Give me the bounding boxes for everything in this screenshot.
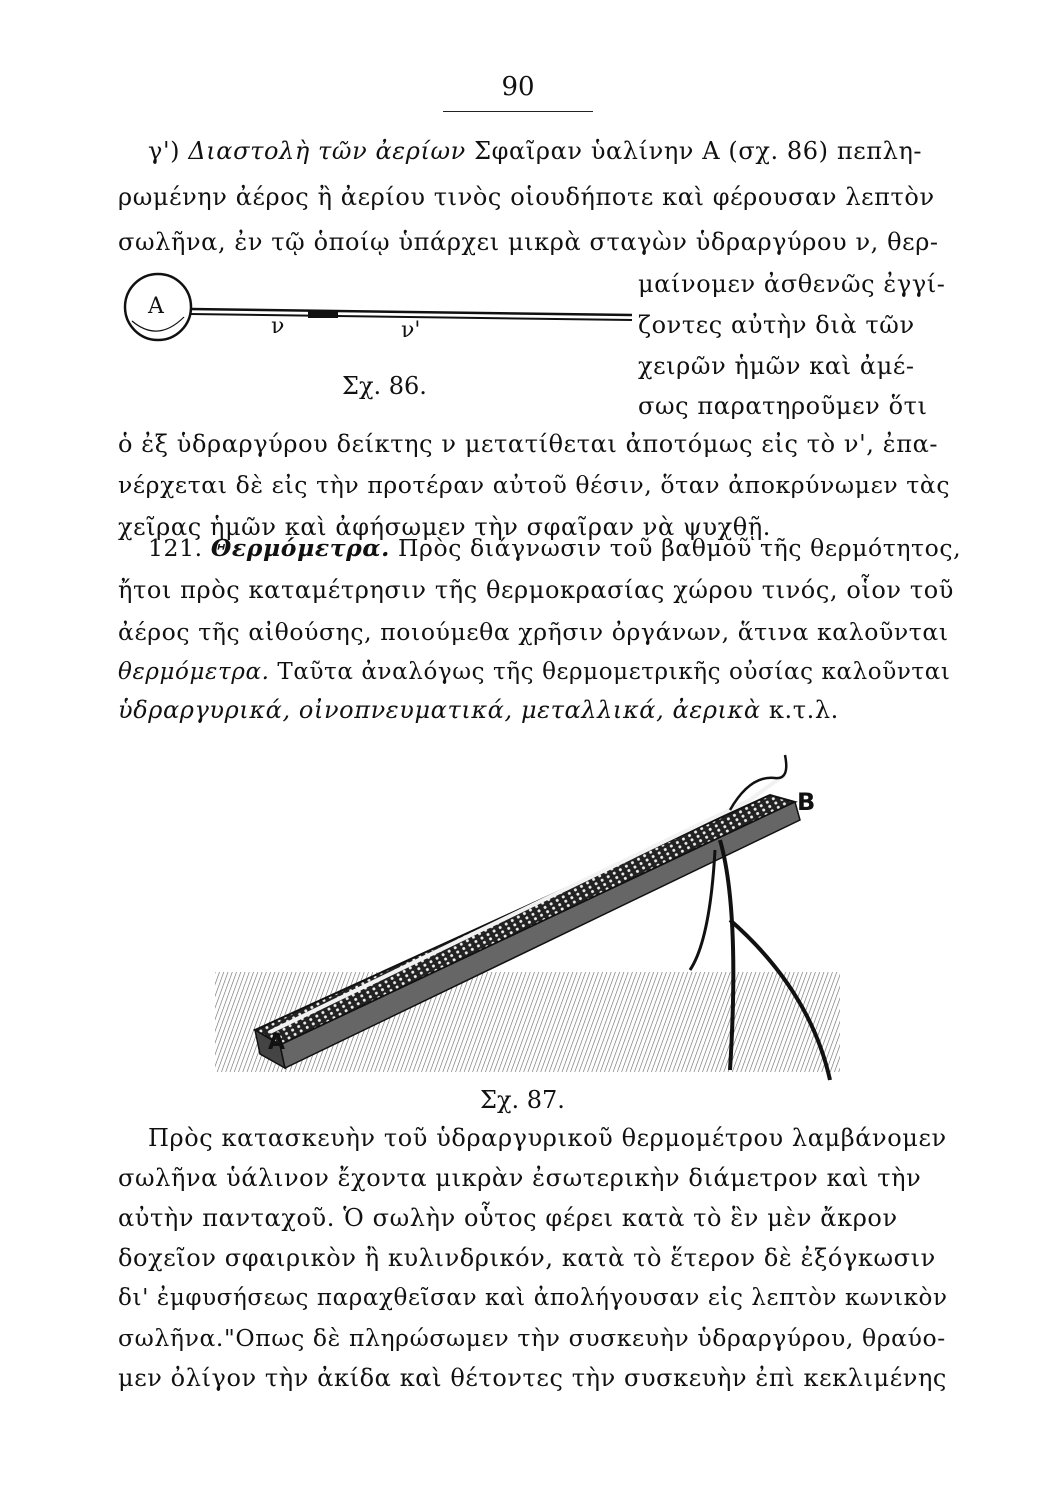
para-121-line-5 [118, 690, 839, 730]
page-number: 90 [501, 72, 535, 102]
para-121-line-1 [148, 528, 961, 568]
fig86-caption: Σχ. 86. [342, 372, 427, 400]
para-c-line-3: σωλῆνα, ἐν τῷ ὁποίῳ ὑπάρχει μικρὰ σταγὼν ὑδραργύρου ν, θερ- [118, 228, 939, 256]
para-121-term-thermometers: θερμόμετρα. [118, 659, 270, 685]
para-c-line-6: χειρῶν ἡμῶν καὶ ἀμέ- [638, 352, 915, 380]
para-c-line-1 [148, 131, 922, 171]
para-121-line-2: ἤτοι πρὸς καταμέτρησιν τῆς θερμοκρασίας χώρου τινός, οἷον τοῦ [118, 576, 954, 604]
fig87-caption: Σχ. 87. [480, 1086, 565, 1114]
para-121-line-5-rest: κ.τ.λ. [760, 696, 839, 724]
para-c-line-4: μαίνομεν ἀσθενῶς ἐγγί- [638, 270, 946, 298]
para-c-line-7: σως παρατηροῦμεν ὅτι [638, 392, 928, 420]
para-last-line-7: μεν ὀλίγον τὴν ἀκίδα καὶ θέτοντες τὴν συσκευὴν ἐπὶ κεκλιμένης [118, 1364, 947, 1392]
figure-87-engraving [210, 740, 850, 1090]
para-last-line-1: Πρὸς κατασκευὴν τοῦ ὑδραργυρικοῦ θερμομέτρου λαμβάνομεν [148, 1124, 947, 1152]
para-121-heading: Θερμόμετρα. [210, 534, 390, 562]
fig86-label-v: ν [271, 314, 285, 339]
para-121-line-4-rest: Ταῦτα ἀναλόγως τῆς θερμομετρικῆς οὐσίας καλοῦνται [269, 659, 951, 685]
figure-86-glass-bulb [118, 265, 638, 385]
para-121-number: 121. [148, 534, 203, 562]
para-c-label: γ') [148, 137, 189, 165]
para-last-line-2: σωλῆνα ὑάλινον ἔχοντα μικρὰν ἐσωτερικὴν διάμετρον καὶ τὴν [118, 1164, 922, 1192]
para-121-line-1-rest: Πρὸς διάγνωσιν τοῦ βαθμοῦ τῆς θερμότητος, [389, 534, 962, 562]
para-c-line-2: ρωμένην ἀέρος ἢ ἀερίου τινὸς οἱουδήποτε καὶ φέρουσαν λεπτὸν [118, 183, 935, 211]
para-last-line-4: δοχεῖον σφαιρικὸν ἢ κυλινδρικόν, κατὰ τὸ ἕτερον δὲ ἐξόγκωσιν [118, 1244, 936, 1272]
fig87-label-a: A [268, 1030, 286, 1055]
para-121-kinds: ὑδραργυρικά, οἰνοπνευματικά, μεταλλικά, ἀερικὰ [118, 696, 761, 724]
fig87-label-b: B [797, 788, 816, 816]
para-last-line-3: αὐτὴν πανταχοῦ. Ὁ σωλὴν οὗτος φέρει κατὰ τὸ ἓν μὲν ἄκρον [118, 1204, 898, 1232]
fig86-label-bulb: Α [148, 294, 164, 319]
para-121-line-3: ἀέρος τῆς αἰθούσης, ποιούμεθα χρῆσιν ὀργάνων, ἅτινα καλοῦνται [118, 618, 949, 646]
para-last-line-6: σωλῆνα."Οπως δὲ πληρώσωμεν τὴν συσκευὴν ὑδραργύρου, θραύο- [118, 1324, 946, 1352]
para-c-line-9: νέρχεται δὲ εἰς τὴν προτέραν αὐτοῦ θέσιν, ὅταν ἀποκρύνωμεν τὰς [118, 471, 951, 499]
para-c-line-5: ζοντες αὐτὴν διὰ τῶν [638, 311, 915, 339]
fig86-mercury-drop [308, 310, 338, 318]
page-number-rule [443, 111, 593, 112]
fig86-label-v-prime: ν' [401, 318, 421, 343]
para-c-line-1-rest: Σφαῖραν ὑαλίνην Α (σχ. 86) πεπλη- [465, 137, 923, 165]
para-c-line-8: ὁ ἐξ ὑδραργύρου δείκτης ν μετατίθεται ἀποτόμως εἰς τὸ ν', ἐπα- [118, 430, 939, 458]
para-121-line-4 [118, 652, 950, 692]
para-last-line-5: δι' ἐμφυσήσεως παραχθεῖσαν καὶ ἀπολήγουσαν εἰς λεπτὸν κωνικὸν [118, 1285, 948, 1311]
fig86-bulb-shading [132, 317, 184, 331]
para-c-italic-title: Διαστολὴ τῶν ἀερίων [188, 137, 466, 165]
para-c-line-10: χεῖρας ἡμῶν καὶ ἀφήσωμεν τὴν σφαῖραν νὰ ψυχθῇ. [118, 513, 772, 541]
